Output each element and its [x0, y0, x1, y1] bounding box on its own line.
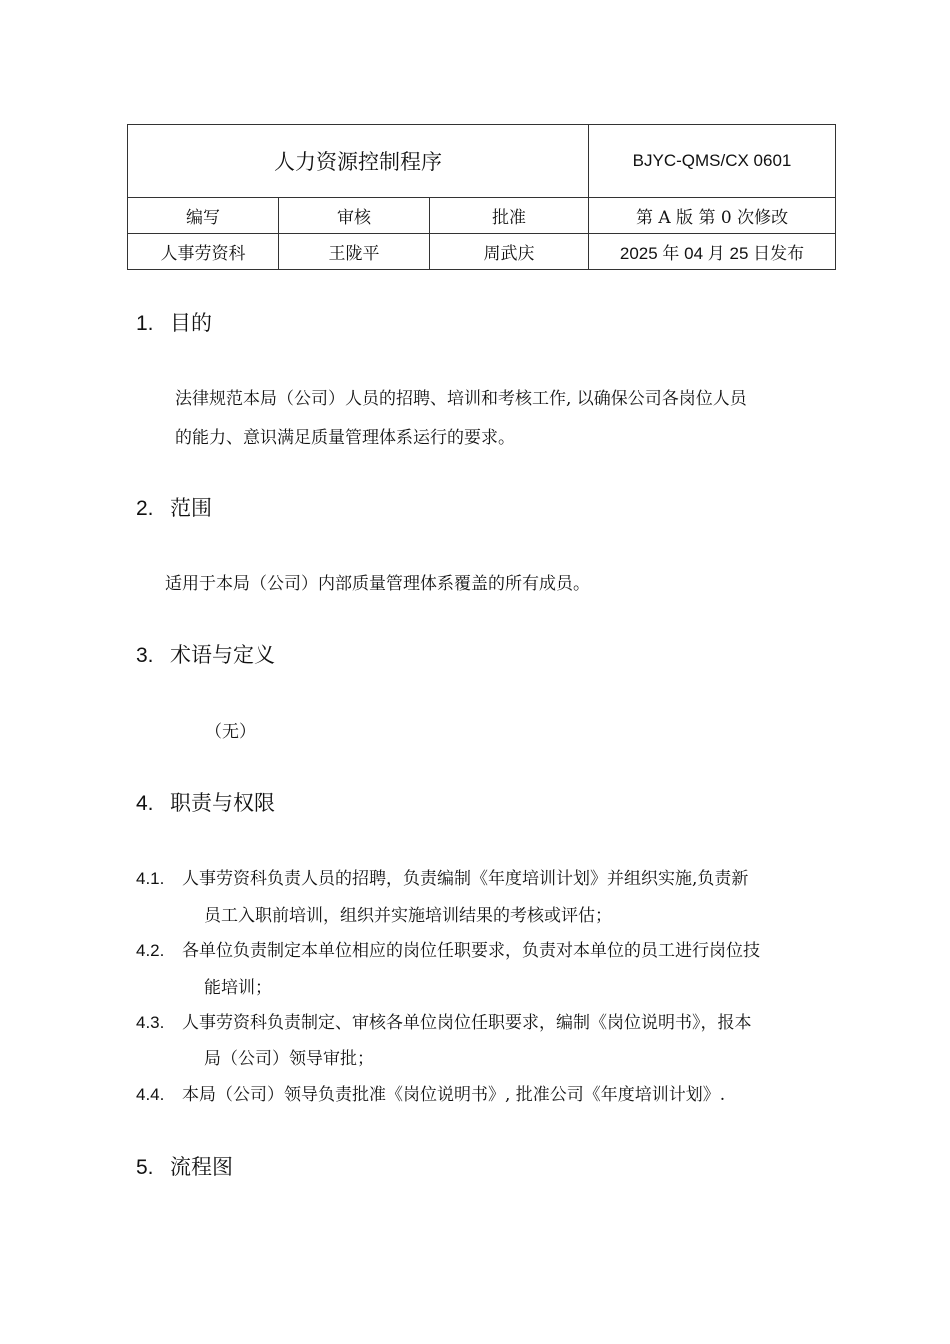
section-number: 1.	[136, 312, 154, 335]
section-heading-flowchart	[136, 1151, 233, 1181]
item-number: 4.3.	[136, 1013, 165, 1032]
item-text: 人事劳资科负责制定、审核各单位岗位任职要求，编制《岗位说明书》，报本	[182, 1013, 752, 1033]
responsibility-item	[136, 864, 748, 889]
section-title: 术语与定义	[170, 643, 275, 667]
responsibility-item	[136, 936, 760, 961]
label-author: 编写	[128, 198, 279, 234]
section-heading-terms	[136, 639, 275, 669]
item-text: 各单位负责制定本单位相应的岗位任职要求，负责对本单位的员工进行岗位技	[182, 941, 760, 961]
item-text-continued: 局（公司）领导审批；	[204, 1049, 374, 1069]
document-code: BJYC-QMS/CX 0601	[589, 125, 836, 198]
section-number: 5.	[136, 1156, 154, 1179]
document-header-table	[127, 124, 836, 270]
section-number: 3.	[136, 644, 154, 667]
purpose-line-1: 法律规范本局（公司）人员的招聘、培训和考核工作, 以确保公司各岗位人员	[175, 389, 747, 409]
item-text: 人事劳资科负责人员的招聘，负责编制《年度培训计划》并组织实施,负责新	[182, 869, 749, 889]
section-title: 职责与权限	[170, 791, 275, 815]
approver-value: 周武庆	[430, 234, 589, 270]
item-number: 4.2.	[136, 941, 165, 960]
section-heading-responsibilities	[136, 787, 275, 817]
section-number: 2.	[136, 497, 154, 520]
section-title: 范围	[170, 496, 212, 520]
section-number: 4.	[136, 792, 154, 815]
responsibility-item	[136, 1080, 725, 1105]
section-title: 目的	[170, 311, 212, 335]
item-text-continued: 员工入职前培训，组织并实施培训结果的考核或评估；	[204, 906, 612, 926]
release-date: 2025 年 04 月 25 日发布	[589, 234, 836, 270]
scope-text: 适用于本局（公司）内部质量管理体系覆盖的所有成员。	[165, 574, 590, 594]
label-reviewer: 审核	[279, 198, 430, 234]
label-approver: 批准	[430, 198, 589, 234]
version-info: 第 A 版 第 0 次修改	[589, 198, 836, 234]
item-number: 4.4.	[136, 1085, 165, 1104]
reviewer-value: 王陇平	[279, 234, 430, 270]
responsibility-item	[136, 1008, 752, 1033]
section-heading-purpose	[136, 307, 212, 337]
section-heading-scope	[136, 492, 212, 522]
item-number: 4.1.	[136, 869, 165, 888]
terms-text: （无）	[205, 722, 256, 742]
purpose-line-2: 的能力、意识满足质量管理体系运行的要求。	[175, 428, 515, 448]
author-value: 人事劳资科	[128, 234, 279, 270]
item-text: 本局（公司）领导负责批准《岗位说明书》, 批准公司《年度培训计划》.	[182, 1085, 726, 1105]
item-text-continued: 能培训；	[204, 978, 272, 998]
section-title: 流程图	[170, 1155, 233, 1179]
document-title: 人力资源控制程序	[128, 125, 589, 198]
